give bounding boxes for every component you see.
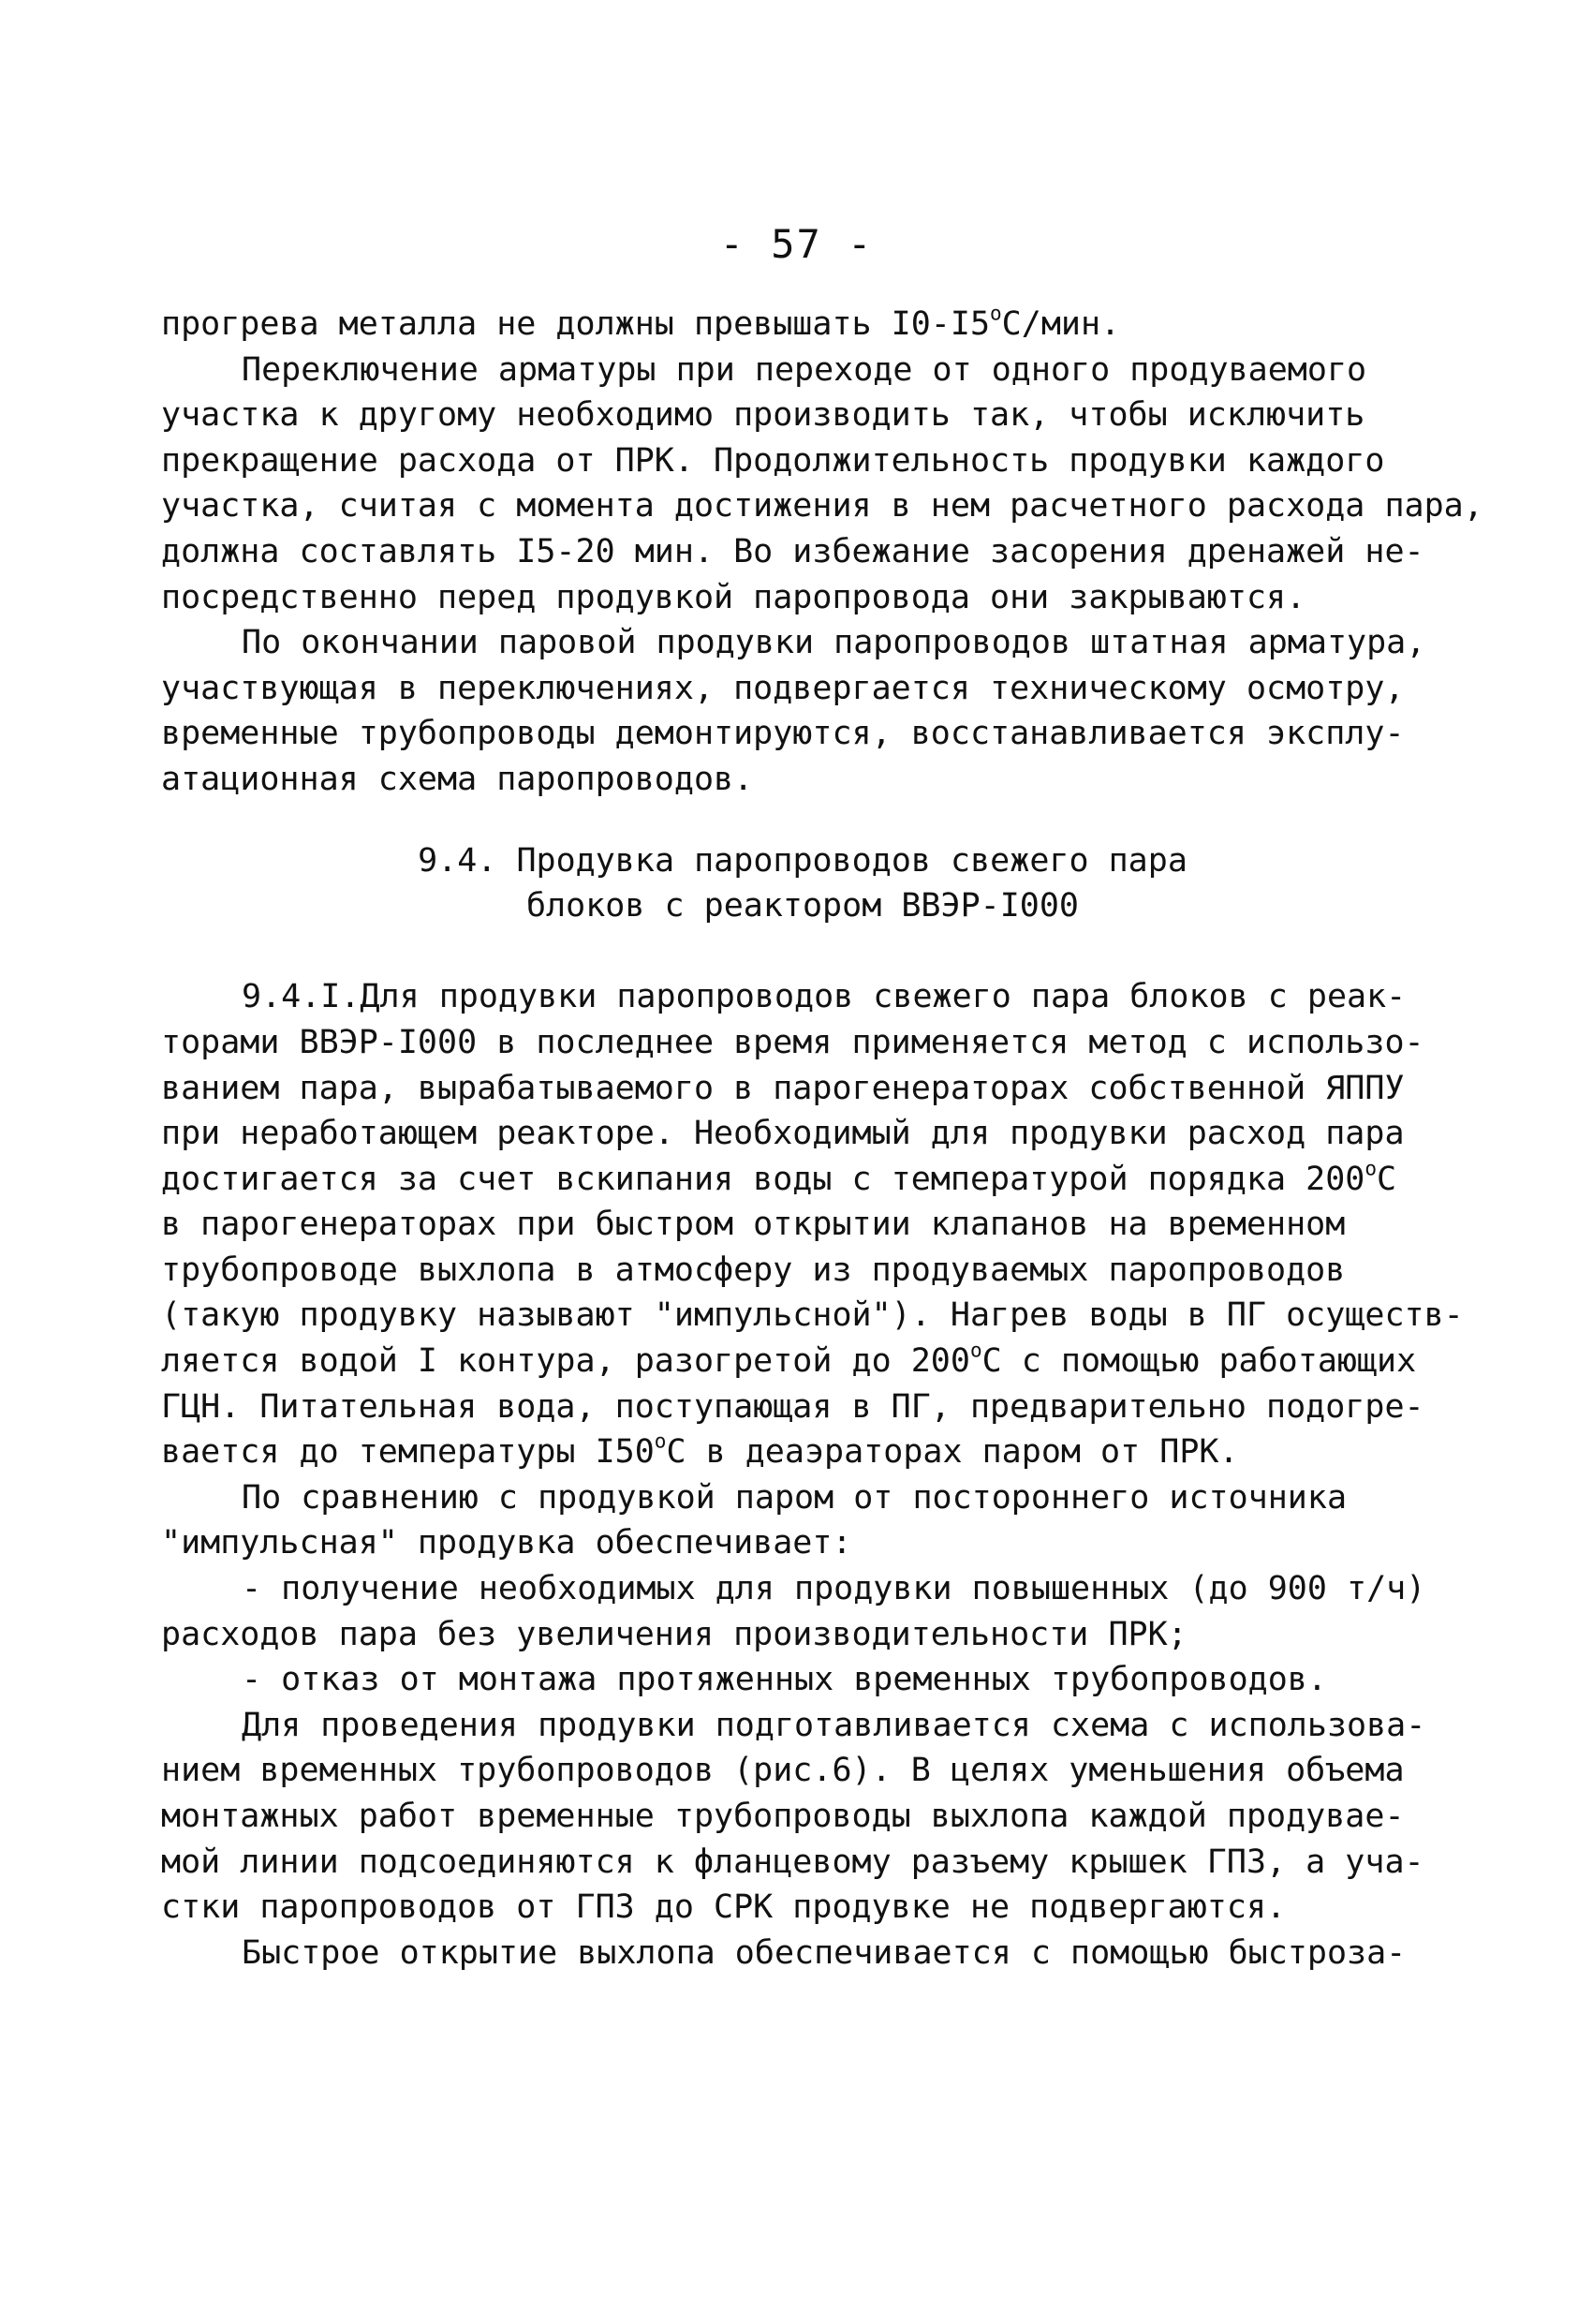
text-line: монтажных работ временные трубопроводы выхлопа каждой продувае- (161, 1798, 1405, 1835)
text-line: участка, считая с момента достижения в нем расчетного расхода пара, (161, 487, 1483, 525)
text-line: По окончании паровой продувки паропроводов штатная арматура, (242, 624, 1426, 662)
text-line: - отказ от монтажа протяженных временных трубопроводов. (242, 1661, 1327, 1699)
text-line: Для проведения продувки подготавливается схема с использова- (242, 1706, 1426, 1744)
section-heading-line-1: 9.4. Продувка паропроводов свежего пара (418, 841, 1187, 880)
text-line: участка к другому необходимо производить так, чтобы исключить (161, 396, 1365, 435)
text-line: Быстрое открытие выхлопа обеспечивается с помощью быстроза- (242, 1933, 1407, 1972)
text-line: прогрева металла не должны превышать $I0-I5^оС$/мин. (161, 302, 1121, 343)
text-line: расходов пара без увеличения производительности ПРК; (161, 1615, 1187, 1653)
text-line: "импульсная" продувка обеспечивает: (161, 1524, 852, 1562)
text-line: в парогенераторах при быстром открытии клапанов на временном (161, 1206, 1346, 1244)
text-line: стки паропроводов от ГПЗ до СРК продувке не подвергаются. (161, 1888, 1287, 1927)
text-line: Переключение арматуры при переходе от одного продуваемого (242, 350, 1367, 389)
text-line: временные трубопроводы демонтируются, восстанавливается эксплу- (161, 715, 1405, 753)
text-line: мой линии подсоединяются к фланцевому разъему крышек ГПЗ, а уча- (161, 1843, 1424, 1881)
page-number: - 57 - (719, 221, 874, 267)
text-line: трубопроводе выхлопа в атмосферу из продуваемых паропроводов (161, 1251, 1346, 1289)
document-body (161, 302, 1483, 1976)
text-line: нием временных трубопроводов (рис.6). В целях уменьшения объема (161, 1752, 1405, 1790)
text-line: По сравнению с продувкой паром от постороннего источника (242, 1478, 1348, 1517)
text-line: достигается за счет вскипания воды с температурой порядка $200^оС$ (161, 1156, 1397, 1198)
text-line: ванием пара, вырабатываемого в парогенераторах собственной ЯППУ (161, 1069, 1405, 1107)
section-heading-line-2: блоков с реактором ВВЭР-I000 (525, 887, 1079, 925)
text-line: прекращение расхода от ПРК. Продолжительность продувки каждого (161, 441, 1385, 480)
text-line: (такую продувку называют "импульсной"). Нагрев воды в ПГ осуществ- (161, 1296, 1464, 1335)
text-line: должна составлять I5-20 мин. Во избежание засорения дренажей не- (161, 532, 1424, 570)
text-line: 9.4.I.Для продувки паропроводов свежего пара блоков с реак- (242, 978, 1407, 1016)
text-line: при неработающем реакторе. Необходимый для продувки расход пара (161, 1115, 1405, 1153)
text-line: атационная схема паропроводов. (161, 760, 754, 798)
text-line: ляется водой I контура, разогретой до $200^оС$ с помощью работающих (161, 1339, 1417, 1381)
text-line: - получение необходимых для продувки повышенных (до 900 т/ч) (242, 1570, 1426, 1608)
text-line: посредственно перед продувкой паропровода они закрываются. (161, 578, 1306, 616)
text-line: торами ВВЭР-I000 в последнее время применяется метод с использо- (161, 1023, 1424, 1061)
text-line: вается до температуры $I50^оС$ в деаэраторах паром от ПРК. (161, 1429, 1239, 1472)
text-line: участвующая в переключениях, подвергается техническому осмотру, (161, 669, 1405, 707)
text-line: ГЦН. Питательная вода, поступающая в ПГ, предварительно подогре- (161, 1387, 1424, 1426)
